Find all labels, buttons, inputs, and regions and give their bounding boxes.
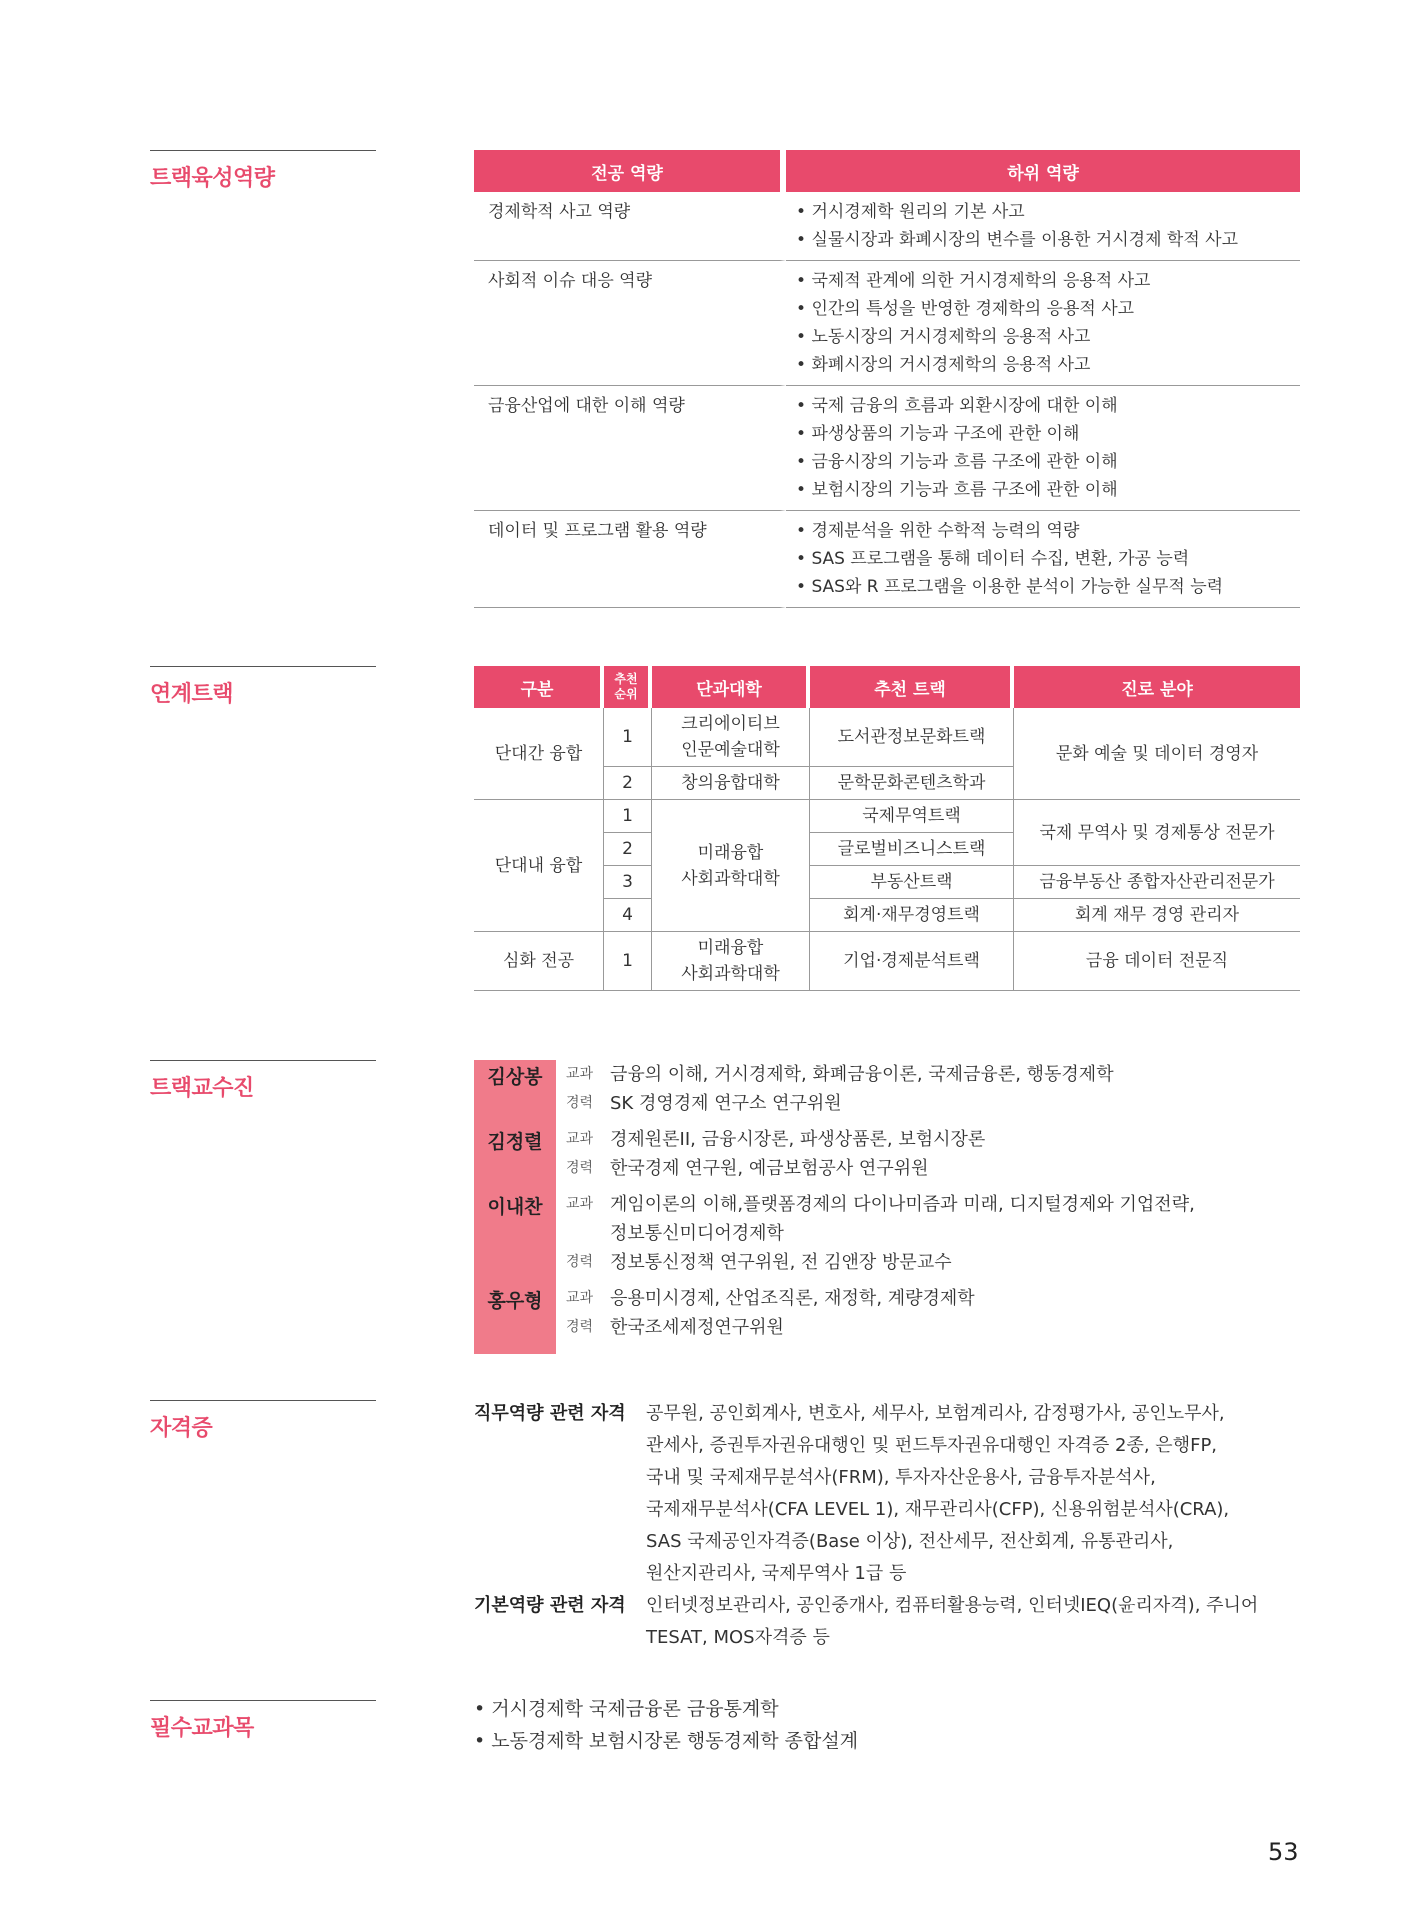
professor-career-row	[566, 1248, 1314, 1277]
table-header: 추천 트랙	[810, 666, 1014, 708]
table-row	[474, 511, 1300, 608]
professor-career-row	[566, 1089, 1314, 1118]
professor-courses: 응용미시경제, 산업조직론, 재정학, 계량경제학	[610, 1288, 975, 1309]
certificate-line: 인터넷정보관리사, 공인중개사, 컴퓨터활용능력, 인터넷IEQ(윤리자격), 주니어	[646, 1595, 1259, 1616]
section-title-required-courses: 필수교과목	[150, 1700, 376, 1742]
table-header: 단과대학	[652, 666, 810, 708]
header-line: 추천	[614, 672, 638, 686]
table-header: 구분	[474, 666, 604, 708]
table-row	[474, 192, 1300, 261]
sub-competency-list	[786, 511, 1300, 608]
professor-career: 한국조세제정연구위원	[610, 1317, 784, 1338]
list-item: • 국제적 관계에 의한 거시경제학의 응용적 사고	[796, 267, 1300, 295]
career-cell: 금융 데이터 전문직	[1014, 932, 1300, 991]
track-cell: 문학문화콘텐츠학과	[810, 767, 1014, 800]
competency-name: 데이터 및 프로그램 활용 역량	[474, 511, 786, 608]
list-item: • 거시경제학 국제금융론 금융통계학	[474, 1693, 858, 1725]
certificate-line: TESAT, MOS자격증 등	[646, 1627, 830, 1648]
professor-list	[474, 1060, 1314, 1342]
section-title-competency: 트랙육성역량	[150, 150, 376, 192]
college-cell	[652, 932, 810, 991]
career-cell: 국제 무역사 및 경제통상 전문가	[1014, 800, 1300, 866]
cell-line: 미래융합	[697, 842, 764, 863]
sub-competency-list	[786, 386, 1300, 511]
table-row	[474, 800, 1300, 833]
track-cell: 글로벌비즈니스트랙	[810, 833, 1014, 866]
basic-certificates	[474, 1590, 1314, 1654]
professor-courses: 게임이론의 이해,플랫폼경제의 다이나미즘과 미래, 디지털경제와 기업전략,	[610, 1194, 1195, 1215]
cell-line: 크리에이티브	[681, 714, 780, 734]
cell-line: 사회과학대학	[681, 964, 780, 984]
list-item: • 화폐시장의 거시경제학의 응용적 사고	[796, 351, 1300, 379]
professor-course-row	[566, 1060, 1314, 1089]
competency-name: 금융산업에 대한 이해 역량	[474, 386, 786, 511]
table-header: 하위 역량	[786, 150, 1300, 192]
career-tag: 경력	[566, 1095, 594, 1111]
certificate-line: SAS 국제공인자격증(Base 이상), 전산세무, 전산회계, 유통관리사,	[646, 1531, 1174, 1552]
course-tag: 교과	[566, 1131, 594, 1147]
certificate-line: 원산지관리사, 국제무역사 1급 등	[646, 1563, 907, 1584]
professor-course-row	[566, 1125, 1314, 1154]
list-item: • 경제분석을 위한 수학적 능력의 역량	[796, 517, 1300, 545]
list-item: • 노동시장의 거시경제학의 응용적 사고	[796, 323, 1300, 351]
professor-name: 김정렬	[487, 1131, 543, 1153]
table-row	[474, 932, 1300, 991]
career-cell: 문화 예술 및 데이터 경영자	[1014, 708, 1300, 800]
table-row	[474, 708, 1300, 767]
track-cell: 부동산트랙	[810, 866, 1014, 899]
rank-cell: 4	[604, 899, 652, 932]
career-tag: 경력	[566, 1254, 594, 1270]
list-item: • SAS와 R 프로그램을 이용한 분석이 가능한 실무적 능력	[796, 573, 1300, 601]
table-row	[474, 261, 1300, 386]
professor-name: 김상봉	[487, 1066, 543, 1088]
professor-courses: 금융의 이해, 거시경제학, 화폐금융이론, 국제금융론, 행동경제학	[610, 1064, 1114, 1085]
list-item: • 노동경제학 보험시장론 행동경제학 종합설계	[474, 1725, 858, 1757]
professor-career: SK 경영경제 연구소 연구위원	[610, 1093, 842, 1114]
list-item: • 파생상품의 기능과 구조에 관한 이해	[796, 420, 1300, 448]
college-cell	[652, 708, 810, 767]
professor-courses: 경제원론II, 금융시장론, 파생상품론, 보험시장론	[610, 1129, 986, 1150]
professor-career-row	[566, 1154, 1314, 1183]
cell-line: 인문예술대학	[681, 740, 780, 760]
track-cell: 기업·경제분석트랙	[810, 932, 1014, 991]
rank-cell: 1	[604, 708, 652, 767]
rank-cell: 2	[604, 833, 652, 866]
job-certificates-label: 직무역량 관련 자격	[474, 1403, 626, 1424]
table-row	[474, 386, 1300, 511]
cell-line: 사회과학대학	[681, 868, 780, 889]
list-item: • 국제 금융의 흐름과 외환시장에 대한 이해	[796, 392, 1300, 420]
professor-course-row	[566, 1284, 1314, 1313]
rank-cell: 2	[604, 767, 652, 800]
professor-block	[474, 1190, 1314, 1277]
certificate-line: 공무원, 공인회계사, 변호사, 세무사, 보험계리사, 감정평가사, 공인노무사,	[646, 1403, 1225, 1424]
table-header	[604, 666, 652, 708]
career-cell: 금융부동산 종합자산관리전문가	[1014, 866, 1300, 899]
college-cell	[652, 800, 810, 932]
track-cell: 국제무역트랙	[810, 800, 1014, 833]
table-header: 진로 분야	[1014, 666, 1300, 708]
sub-competency-list	[786, 261, 1300, 386]
course-tag: 교과	[566, 1196, 594, 1212]
professor-block	[474, 1125, 1314, 1183]
section-title-linked-track: 연계트랙	[150, 666, 376, 708]
list-item: • 인간의 특성을 반영한 경제학의 응용적 사고	[796, 295, 1300, 323]
professor-block	[474, 1060, 1314, 1118]
group-cell: 심화 전공	[474, 932, 604, 991]
basic-certificates-label: 기본역량 관련 자격	[474, 1595, 626, 1616]
professor-courses: 정보통신미디어경제학	[610, 1223, 784, 1244]
professor-career-row	[566, 1313, 1314, 1342]
group-cell: 단대내 융합	[474, 800, 604, 932]
competency-name: 경제학적 사고 역량	[474, 192, 786, 261]
table-header: 전공 역량	[474, 150, 786, 192]
professor-career: 한국경제 연구원, 예금보험공사 연구위원	[610, 1158, 929, 1179]
competency-table	[474, 150, 1300, 608]
list-item: • 금융시장의 기능과 흐름 구조에 관한 이해	[796, 448, 1300, 476]
college-cell: 창의융합대학	[652, 767, 810, 800]
professor-name: 이내찬	[487, 1196, 543, 1218]
sub-competency-list	[786, 192, 1300, 261]
course-tag: 교과	[566, 1290, 594, 1306]
certificate-line: 국제재무분석사(CFA LEVEL 1), 재무관리사(CFP), 신용위험분석사(CRA),	[646, 1499, 1230, 1520]
professor-course-row	[566, 1190, 1314, 1248]
list-item: • 거시경제학 원리의 기본 사고	[796, 198, 1300, 226]
cell-line: 미래융합	[697, 938, 764, 958]
professor-block	[474, 1284, 1314, 1342]
track-cell: 회계·재무경영트랙	[810, 899, 1014, 932]
job-certificates	[474, 1398, 1314, 1590]
group-cell: 단대간 융합	[474, 708, 604, 800]
rank-cell: 3	[604, 866, 652, 899]
rank-cell: 1	[604, 800, 652, 833]
career-cell: 회계 재무 경영 관리자	[1014, 899, 1300, 932]
competency-name: 사회적 이슈 대응 역량	[474, 261, 786, 386]
professor-career: 정보통신정책 연구위원, 전 김앤장 방문교수	[610, 1252, 952, 1273]
required-course-list	[474, 1693, 858, 1757]
certificate-list	[474, 1398, 1314, 1654]
track-cell: 도서관정보문화트랙	[810, 708, 1014, 767]
section-title-professors: 트랙교수진	[150, 1060, 376, 1102]
career-tag: 경력	[566, 1160, 594, 1176]
page-number: 53	[1268, 1838, 1299, 1866]
certificate-line: 국내 및 국제재무분석사(FRM), 투자자산운용사, 금융투자분석사,	[646, 1467, 1156, 1488]
section-title-certificates: 자격증	[150, 1400, 376, 1442]
linked-track-table	[474, 666, 1300, 991]
list-item: • 보험시장의 기능과 흐름 구조에 관한 이해	[796, 476, 1300, 504]
course-tag: 교과	[566, 1066, 594, 1082]
professor-name: 홍우형	[487, 1290, 543, 1312]
header-line: 순위	[614, 687, 638, 701]
certificate-line: 관세사, 증권투자권유대행인 및 펀드투자권유대행인 자격증 2종, 은행FP,	[646, 1435, 1218, 1456]
career-tag: 경력	[566, 1319, 594, 1335]
list-item: • 실물시장과 화폐시장의 변수를 이용한 거시경제 학적 사고	[796, 226, 1300, 254]
list-item: • SAS 프로그램을 통해 데이터 수집, 변환, 가공 능력	[796, 545, 1300, 573]
rank-cell: 1	[604, 932, 652, 991]
